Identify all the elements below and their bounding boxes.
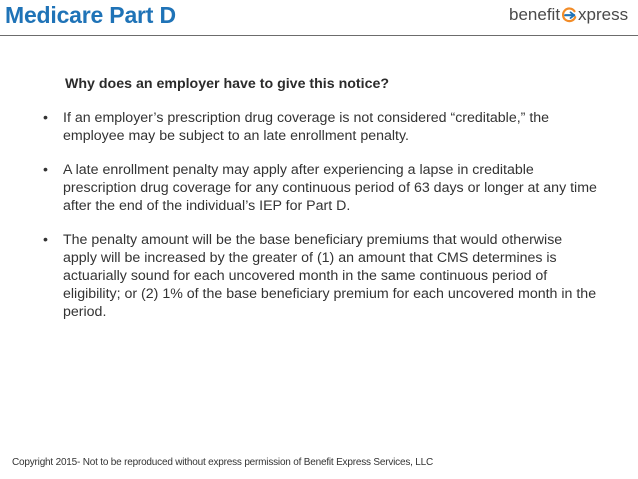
bullet-marker: • <box>43 232 48 248</box>
bullet-item-1 <box>43 109 598 145</box>
footer-copyright: Copyright 2015- Not to be reproduced without express permission of Benefit Express Services, LLC <box>12 457 434 468</box>
logo-text-xpress: xpress <box>578 5 629 24</box>
bullet-marker: • <box>43 162 48 178</box>
bullet-list <box>43 109 613 321</box>
bullet-text: A late enrollment penalty may apply after experiencing a lapse in creditable prescription drug coverage for any continuous period of 63 days or longer at any time after the end of the individual’s IEP for Part D. <box>63 162 597 214</box>
bullet-text: The penalty amount will be the base beneficiary premiums that would otherwise apply will be increased by the greater of (1) an amount that CMS determines is actuarially sound for each uncovered month in the same continuous period of eligibility; or (2) 1% of the base beneficiary premium for each uncovered month in the period. <box>63 232 597 320</box>
bullet-marker: • <box>43 110 48 126</box>
header-divider <box>0 35 638 36</box>
bullet-text: If an employer’s prescription drug coverage is not considered “creditable,” the employee may be subject to an late enrollment penalty. <box>63 110 550 144</box>
logo-text-benefit: benefit <box>509 5 561 24</box>
question-heading: Why does an employer have to give this notice? <box>65 76 390 92</box>
benefitexpress-e-logo-icon <box>561 7 577 23</box>
bullet-item-2 <box>43 161 598 215</box>
page-title: Medicare Part D <box>5 2 176 28</box>
bullet-item-3 <box>43 231 598 321</box>
benefit-express-logo <box>509 4 633 26</box>
slide-content <box>43 75 613 337</box>
